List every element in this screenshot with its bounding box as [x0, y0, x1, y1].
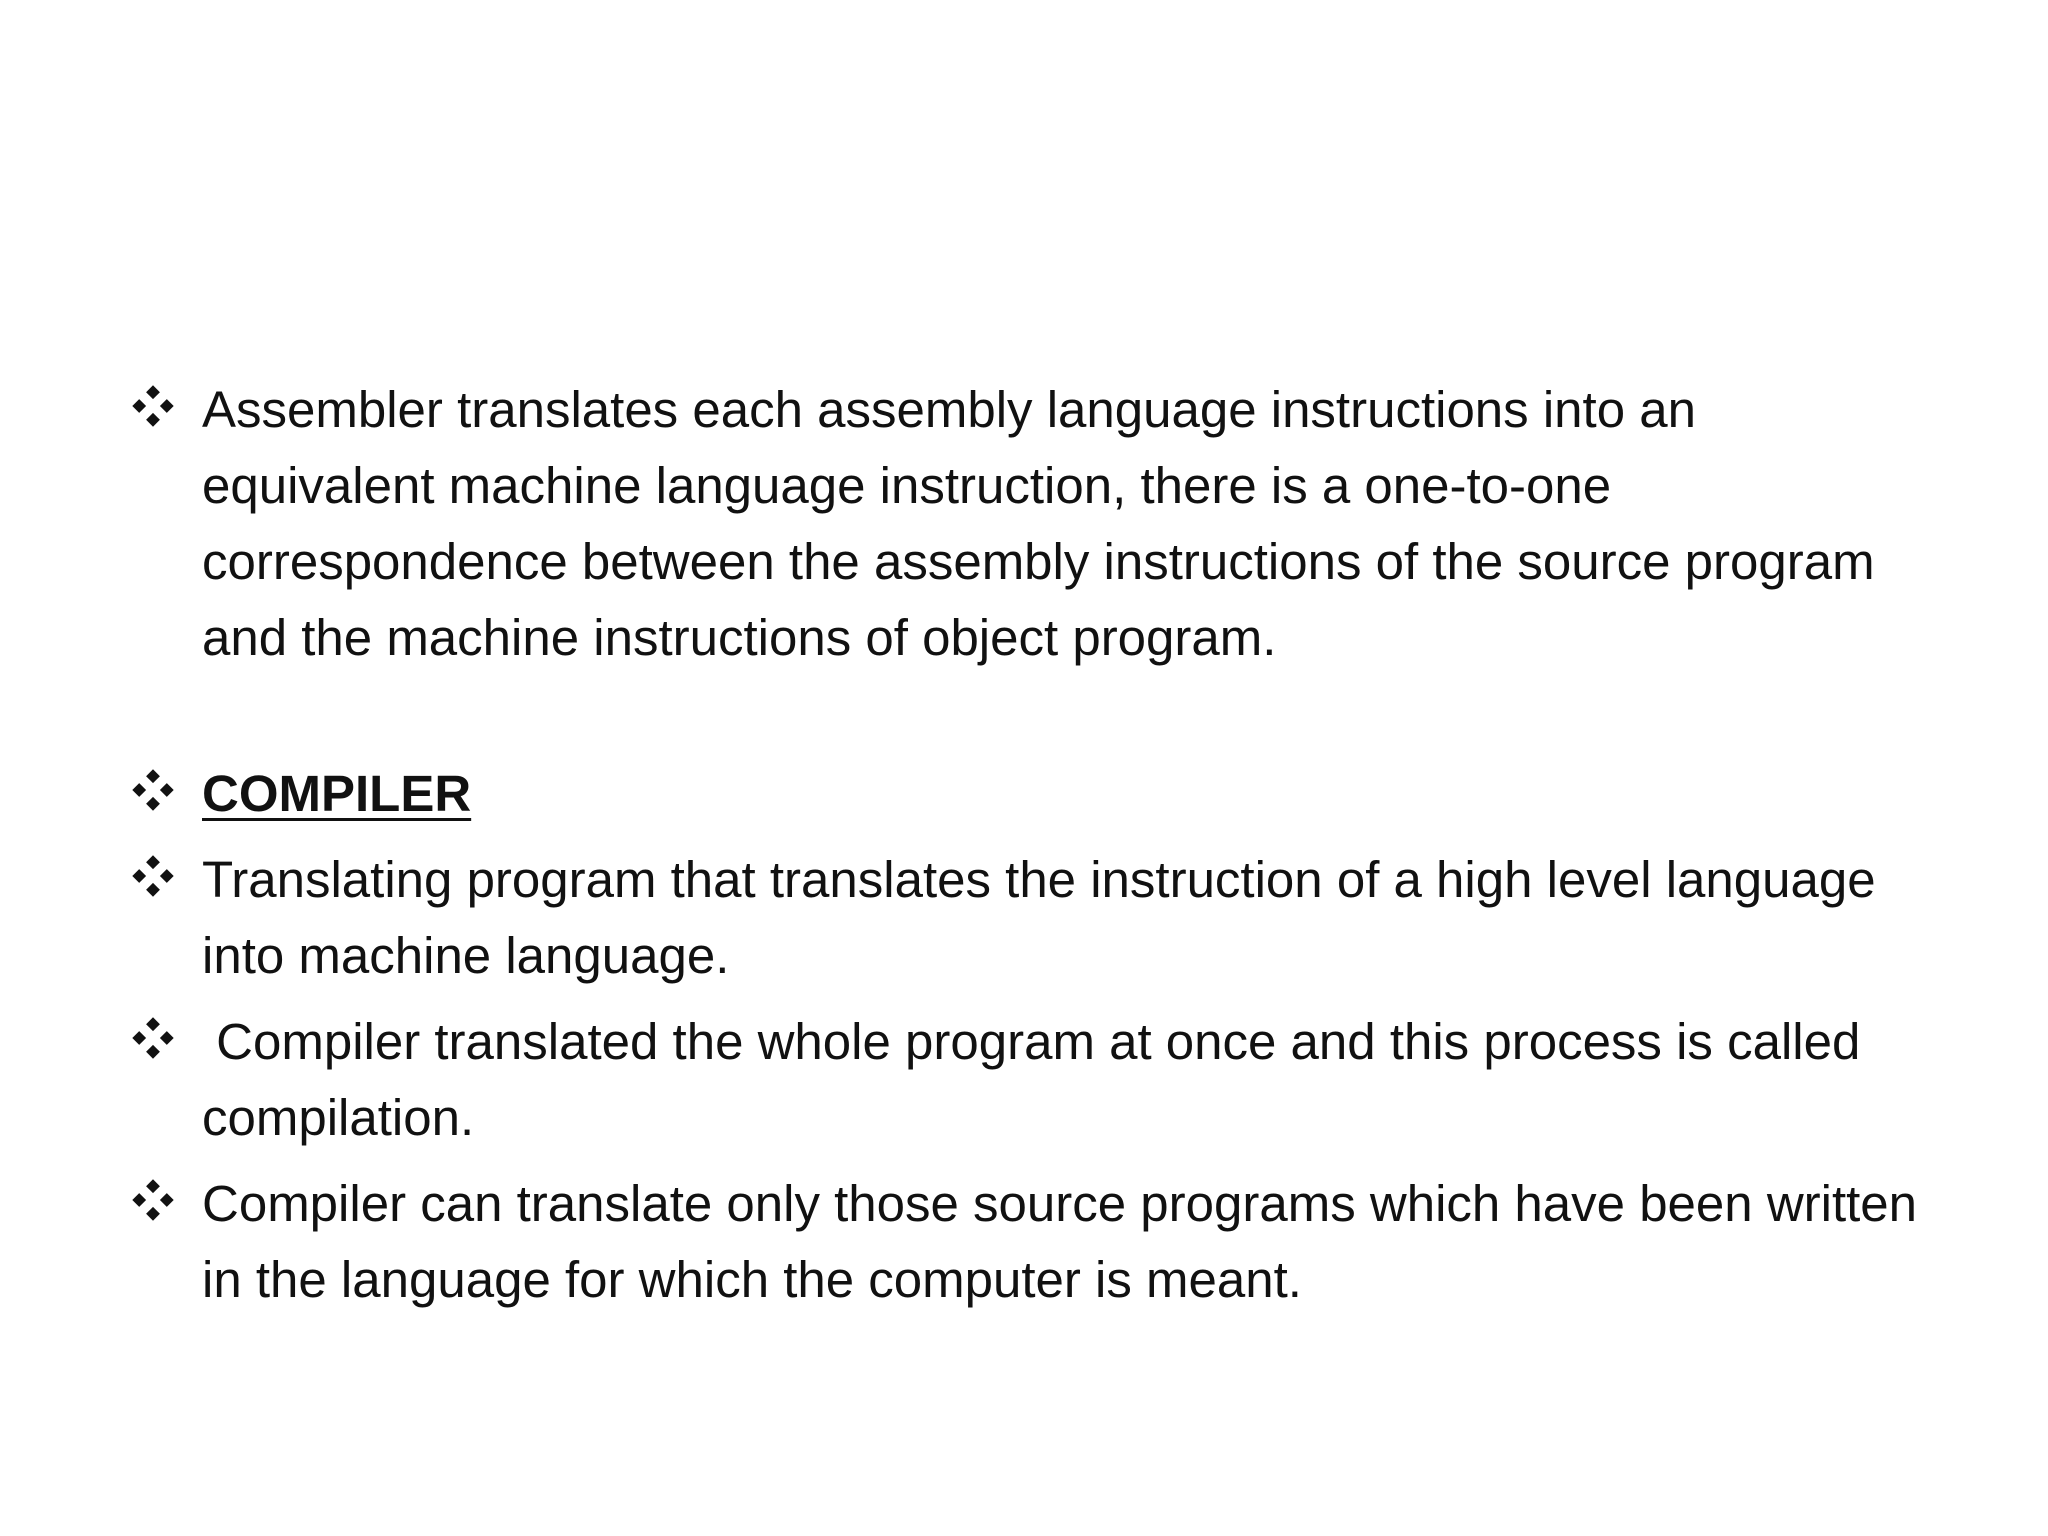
section-heading: COMPILER — [202, 765, 472, 822]
bullet-list — [130, 372, 1930, 1328]
bullet-text: Assembler translates each assembly language instructions into an equivalent machine language instruction, there is a one-to-one correspondence between the assembly instructions of the source program and the machine instructions of object program. — [202, 381, 1875, 666]
bullet-item-whole-program — [130, 1004, 1930, 1156]
four-diamond-bullet-icon — [130, 756, 182, 832]
four-diamond-bullet-icon — [130, 842, 182, 918]
bullet-item-assembler — [130, 372, 1930, 676]
four-diamond-bullet-icon — [130, 1166, 182, 1242]
bullet-text: Compiler can translate only those source programs which have been written in the language for which the computer is meant. — [202, 1175, 1918, 1308]
four-diamond-bullet-icon — [130, 372, 182, 448]
four-diamond-bullet-icon — [130, 1004, 182, 1080]
bullet-text: Compiler translated the whole program at once and this process is called compilation. — [202, 1013, 1875, 1146]
bullet-item-source-programs — [130, 1166, 1930, 1318]
bullet-text: Translating program that translates the instruction of a high level language into machine language. — [202, 851, 1876, 984]
bullet-item-compiler-heading — [130, 756, 1930, 832]
bullet-item-translating — [130, 842, 1930, 994]
